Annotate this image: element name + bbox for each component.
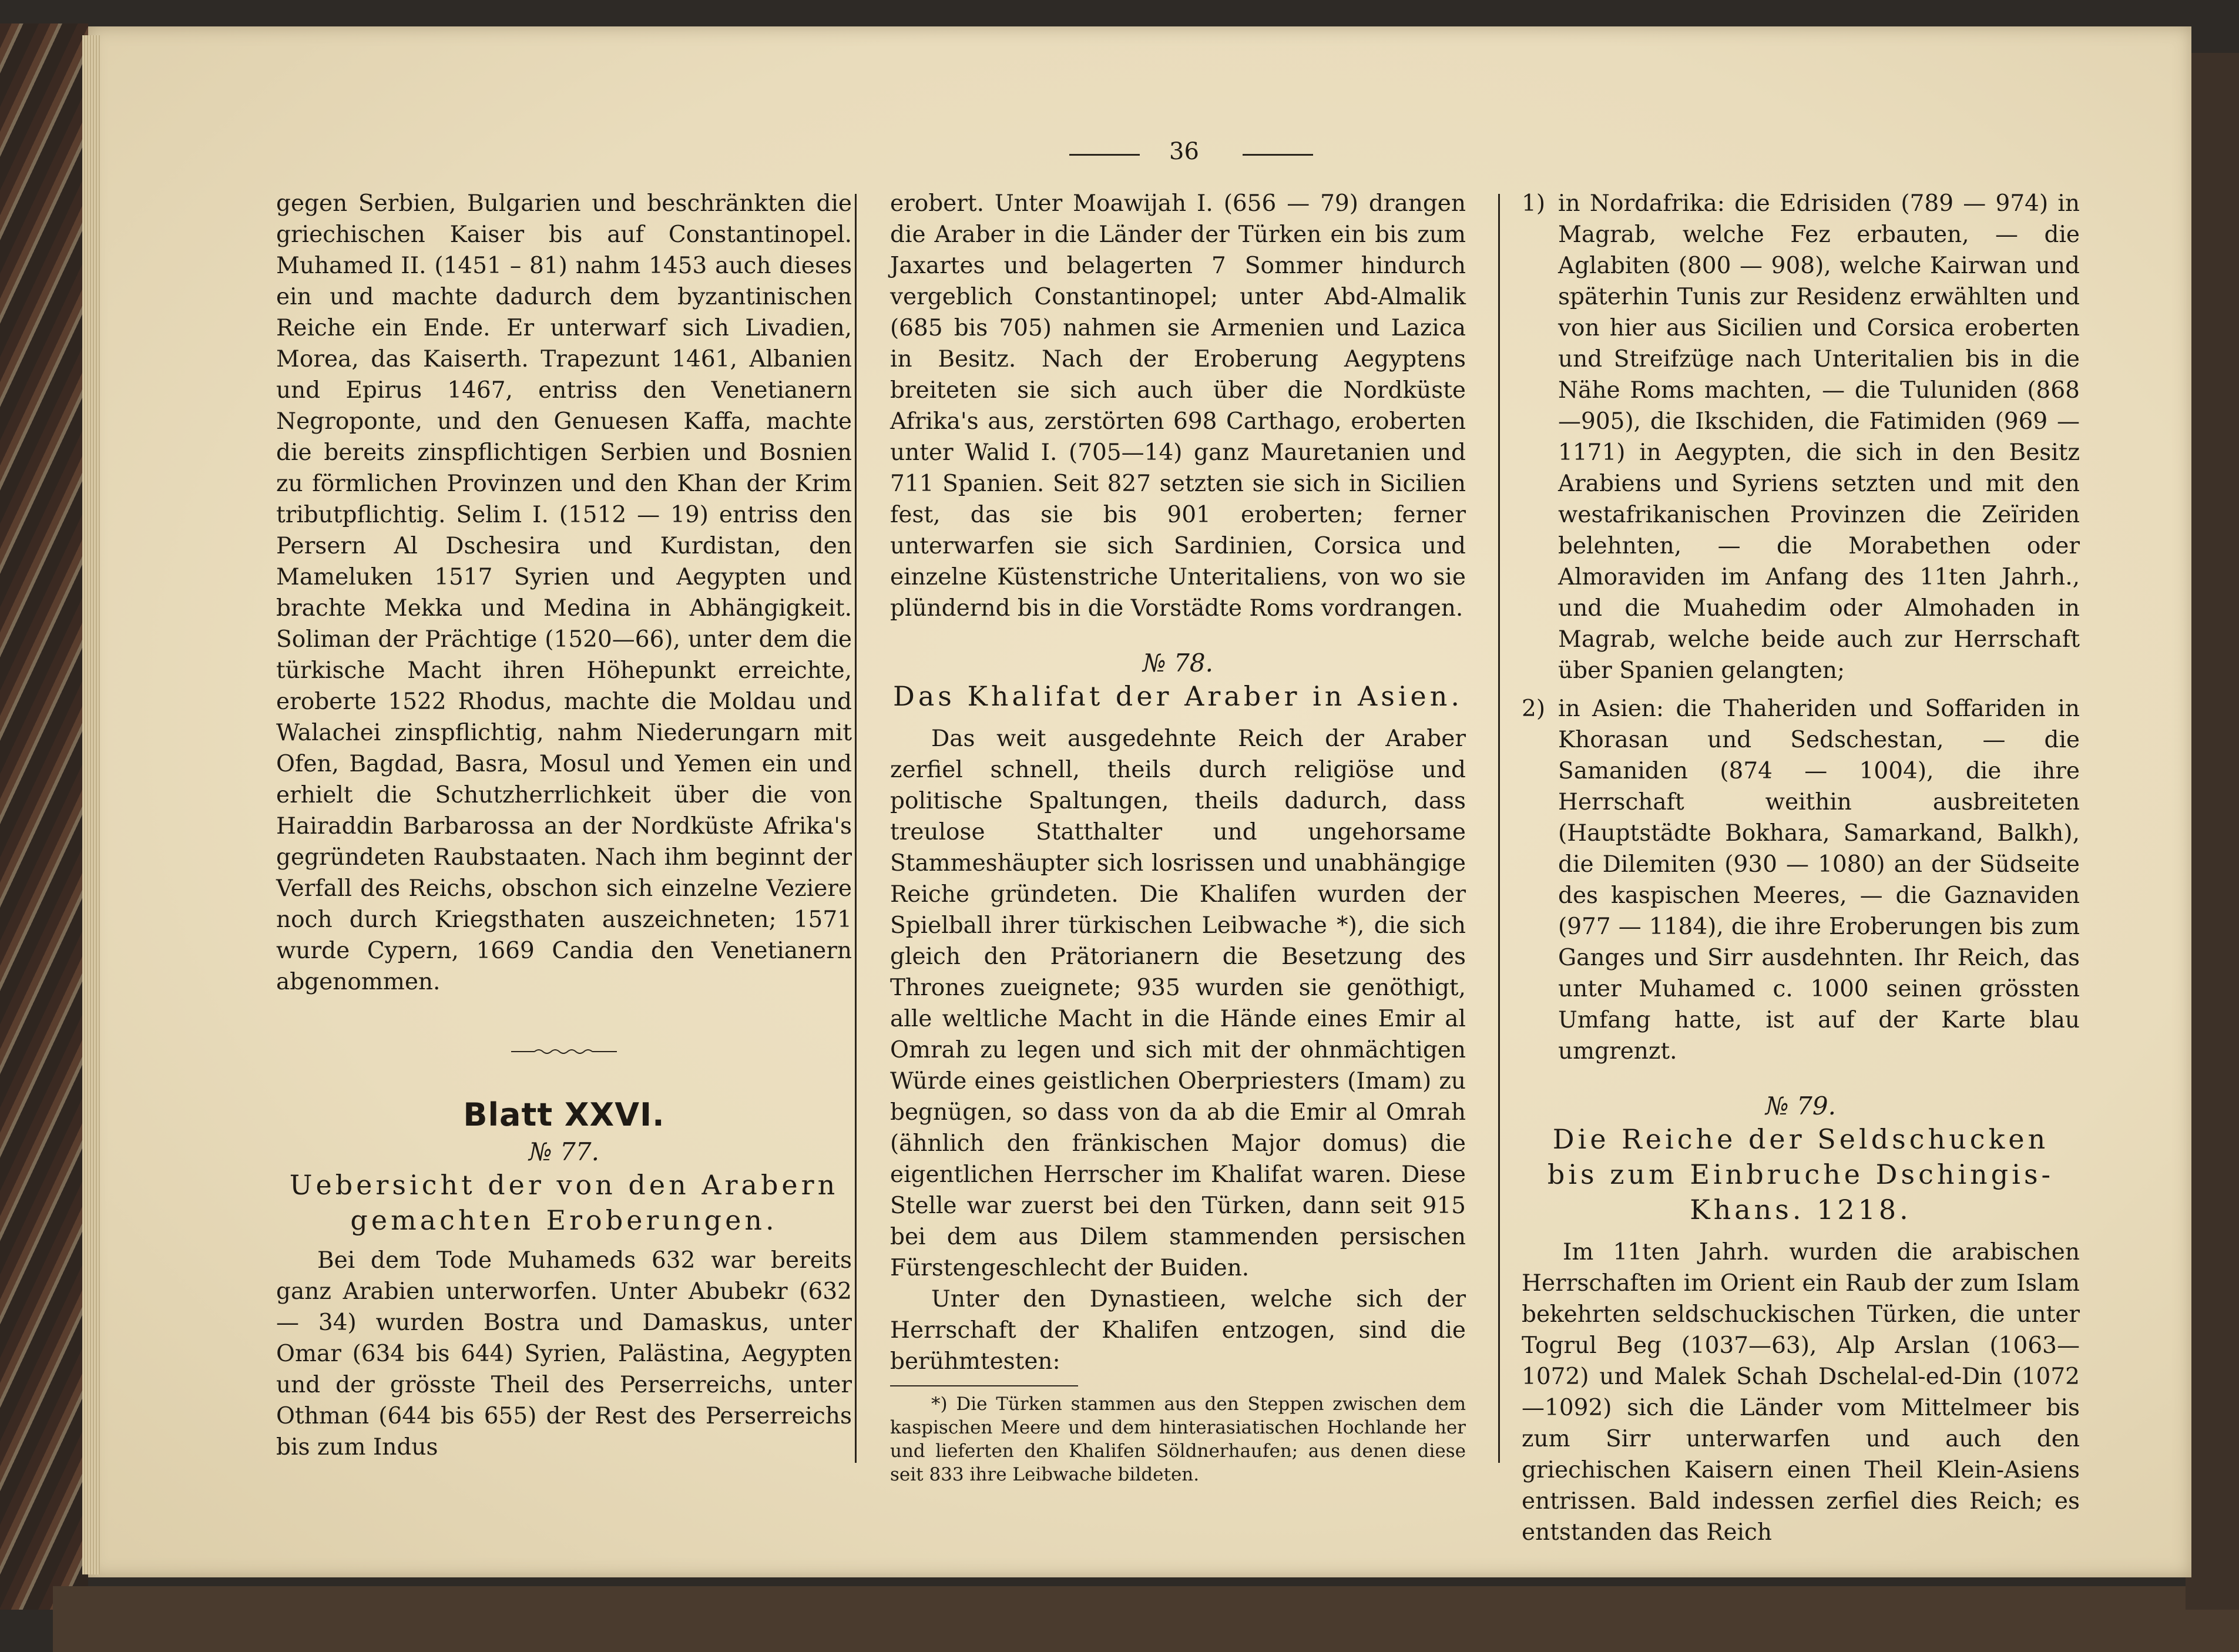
board-right-edge [2186, 53, 2239, 1610]
ornament-squiggle [276, 1047, 852, 1056]
header-dash-right [1243, 154, 1313, 156]
col2-paragraph-2: Das weit ausgedehnte Reich der Araber zerfiel schnell, theils durch religiöse und politische Spaltungen, theils dadurch, dass treulose Statthalter und ungehorsame Stammeshäupter sich losrissen und unabhängige Reiche gründeten. Die Khalifen wurden der Spielball ihrer türkischen Leibwache *), die sich gleich den Prätorianern die Besetzung des Thrones zueignete; 935 wurden sie genöthigt, alle weltliche Macht in die Hände eines Emir al Omrah zu legen und sich mit der ohnmächtigen Würde eines geistlichen Oberpriesters (Imam) zu begnügen, so dass von da ab die Emir al Omrah (ähnlich den fränkischen Major domus) die eigentlichen Herrscher im Khalifat waren. Diese Stelle war zuerst bei den Türken, dann seit 915 bei dem aus Dilem stammenden persischen Fürstengeschlecht der Buiden. [890, 726, 1466, 1281]
column-3 [1522, 188, 2080, 1548]
list-number-1: 1) [1522, 190, 1546, 217]
section-number-79: № 79. [1765, 1092, 1836, 1120]
section-number-78: № 78. [1143, 649, 1213, 677]
section-heading-77: Uebersicht der von den Arabern gemachten Eroberungen. [289, 1169, 839, 1236]
page-stack-edge [82, 35, 100, 1574]
page-number: 36 [1169, 138, 1199, 165]
col2-paragraph-1: erobert. Unter Moawijah I. (656 — 79) drangen die Araber in die Länder der Türken ein bis zum Jaxartes und belagerten 7 Sommer hindurch vergeblich Constantinopel; unter Abd-Almalik (685 bis 705) nahmen sie Armenien und Lazica in Besitz. Nach der Eroberung Aegyptens breiteten sie sich auch über die Nordküste Afrika's aus, zerstörten 698 Carthago, eroberten unter Walid I. (705—14) ganz Mauretanien und 711 Spanien. Seit 827 setzten sie sich in Sicilien fest, das sie bis 901 eroberten; ferner unterwarfen sie sich Sardinien, Corsica und einzelne Küstenstriche Unteritaliens, von wo sie plündernd bis in die Vorstädte Roms vordrangen. [890, 190, 1466, 622]
marbled-board-edge [0, 23, 88, 1610]
list-number-2: 2) [1522, 696, 1546, 722]
board-bottom-edge [53, 1586, 2239, 1652]
col2-footnote: *) Die Türken stammen aus den Steppen zwischen dem kaspischen Meere und dem hinterasiatischen Hochlande her und lieferten den Khalifen Söldnerhaufen; aus denen diese seit 833 ihre Leibwache bildeten. [890, 1394, 1466, 1485]
col1-paragraph-2: Bei dem Tode Muhameds 632 war bereits ganz Arabien unterworfen. Unter Abubekr (632 — 34) wurden Bostra und Damaskus, unter Omar (634 bis 644) Syrien, Palästina, Aegypten und der grösste Theil des Perserreichs, unter Othman (644 bis 655) der Rest des Perserreichs bis zum Indus [276, 1247, 852, 1460]
list-text-2: in Asien: die Thaheriden und Soffariden in Khorasan und Sedschestan, — die Samaniden (874 — 1004), die ihre Herrschaft weithin ausbreiteten (Hauptstädte Bokhara, Samarkand, Balkh), die Dilemiten (930 — 1080) an der Südseite des kaspischen Meeres, — die Gaznaviden (977 — 1184), die ihre Eroberungen bis zum Ganges und Sirr ausdehnten. Ihr Reich, das unter Muhamed c. 1000 seinen grössten Umfang hatte, ist auf der Karte blau umgrenzt. [1558, 696, 2080, 1065]
column-divider-1 [855, 194, 857, 1463]
col3-paragraph-1: Im 11ten Jahrh. wurden die arabischen Herrschaften im Orient ein Raub der zum Islam bekehrten seldschuckischen Türken, die unter Togrul Beg (1037—63), Alp Arslan (1063—1072) und Malek Schah Dschelal-ed-Din (1072—1092) sich die Länder vom Mittelmeer bis zum Sirr unterwarfen und auch den griechischen Kaisern einen Theil Klein-Asiens entrissen. Bald indessen zerfiel dies Reich; es entstanden das Reich [1522, 1239, 2080, 1546]
section-number-77: № 77. [529, 1137, 599, 1166]
column-1 [276, 188, 852, 1463]
col2-paragraph-3: Unter den Dynastieen, welche sich der Herrschaft der Khalifen entzogen, sind die berühmtesten: [890, 1286, 1466, 1375]
col1-paragraph-1: gegen Serbien, Bulgarien und beschränkten die griechischen Kaiser bis auf Constantinopel. Muhamed II. (1451 – 81) nahm 1453 auch dieses ein und machte dadurch dem byzantinischen Reiche ein Ende. Er unterwarf sich Livadien, Morea, das Kaiserth. Trapezunt 1461, Albanien und Epirus 1467, entriss den Venetianern Negroponte, und den Genuesen Kaffa, machte die bereits zinspflichtigen Serbien und Bosnien zu förmlichen Provinzen und den Khan der Krim tributpflichtig. Selim I. (1512 — 19) entriss den Persern Al Dschesira und Kurdistan, den Mameluken 1517 Syrien und Aegypten und brachte Mekka und Medina in Abhängigkeit. Soliman der Prächtige (1520—66), unter dem die türkische Macht ihren Höhepunkt erreichte, eroberte 1522 Rhodus, machte die Moldau und Walachei zinspflichtig, nahm Niederungarn mit Ofen, Bagdad, Basra, Mosul und Yemen ein und erhielt die Schutzherrlichkeit über die von Hairaddin Barbarossa an der Nordküste Afrika's gegründeten Raubstaaten. Nach ihm beginnt der Verfall des Reichs, obschon sich einzelne Veziere noch durch Kriegsthaten auszeichneten; 1571 wurde Cypern, 1669 Candia den Venetianern abgenommen. [276, 190, 852, 995]
column-divider-2 [1498, 194, 1500, 1463]
column-2 [890, 188, 1466, 1486]
list-item-1 [1522, 188, 2080, 686]
blatt-heading: Blatt XXVI. [463, 1096, 665, 1133]
header-dash-left [1069, 154, 1140, 156]
list-item-2 [1522, 693, 2080, 1067]
section-heading-78: Das Khalifat der Araber in Asien. [892, 680, 1463, 712]
list-text-1: in Nordafrika: die Edrisiden (789 — 974) in Magrab, welche Fez erbauten, — die Aglabiten (800 — 908), welche Kairwan und späterhin Tunis zur Residenz erwählten und von hier aus Sicilien und Corsica eroberten und Streifzüge nach Unteritalien bis in die Nähe Roms machten, — die Tuluniden (868—905), die Ikschiden, die Fatimiden (969 — 1171) in Aegypten, die sich in den Besitz Arabiens und Syriens setzten und mit den westafrikanischen Provinzen die Zeïriden belehnten, — die Morabethen oder Almoraviden im Anfang des 11ten Jahrh., und die Muahedim oder Almohaden in Magrab, welche beide auch zur Herrschaft über Spanien gelangten; [1558, 190, 2080, 684]
section-heading-79: Die Reiche der Seldschucken bis zum Einbruche Dschingis-Khans. 1218. [1547, 1123, 2055, 1225]
footnote-rule [890, 1385, 1078, 1386]
